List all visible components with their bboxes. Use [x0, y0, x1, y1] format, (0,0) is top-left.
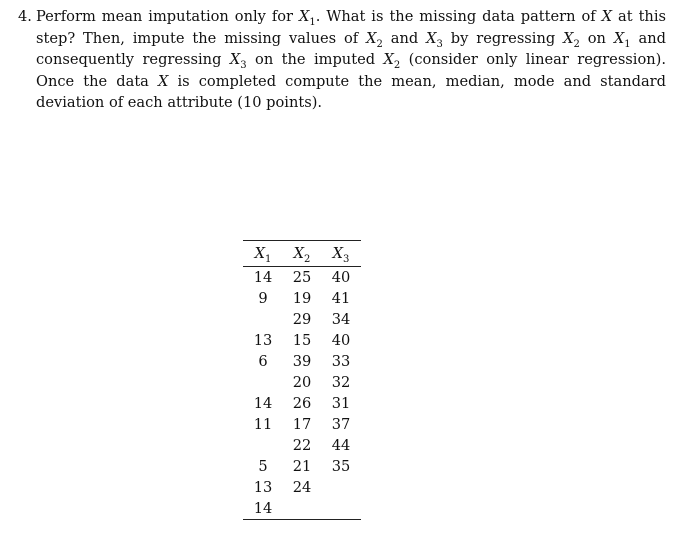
table-cell: 24: [292, 479, 312, 496]
table-cell: 14: [253, 500, 273, 517]
table-row: [243, 435, 361, 456]
question-text-segment: and consequently regressing: [36, 29, 666, 68]
table-cell: 13: [253, 479, 273, 496]
math-variable: $X_1$: [299, 8, 316, 28]
math-variable: X: [601, 8, 613, 25]
question-text-segment: is completed compute the mean, median, mode and standard deviation of each attribute (10 points).: [36, 72, 666, 111]
math-variable: $X_2$: [383, 51, 401, 71]
table-cell: 14: [253, 269, 273, 286]
math-variable: $X_3$: [229, 51, 247, 71]
table-row: [243, 309, 361, 330]
table-cell: 14: [253, 395, 273, 412]
table-row: [243, 414, 361, 435]
table-cell: [243, 309, 283, 330]
table-header-row: [243, 241, 361, 267]
table-cell: 39: [292, 353, 312, 370]
table-cell: [321, 498, 361, 520]
question-text-segment: on: [579, 29, 614, 47]
table-cell: 22: [292, 437, 312, 454]
table-row: [243, 456, 361, 477]
column-header: [283, 241, 321, 267]
table-cell: 32: [331, 374, 351, 391]
table-cell: 40: [331, 269, 351, 286]
table-row: [243, 288, 361, 309]
table-row: [243, 498, 361, 520]
question-text: [36, 6, 666, 114]
question-text-segment: (consider only linear regression). Once the data: [36, 51, 666, 90]
column-header-variable: $X_3$: [332, 245, 350, 265]
math-variable: $X_1$: [613, 29, 631, 50]
table-cell: 29: [292, 311, 312, 328]
table-cell: 37: [331, 416, 351, 433]
math-variable: $X_2$: [563, 29, 580, 50]
question-text-segment: by regressing: [442, 29, 564, 47]
table-cell: 31: [331, 395, 351, 412]
table-cell: 9: [258, 290, 268, 307]
math-variable: $X_3$: [426, 29, 443, 50]
table-cell: [283, 498, 321, 520]
table-cell: 20: [292, 374, 312, 391]
table-cell: 21: [292, 458, 312, 475]
table-row: [243, 267, 361, 289]
table-cell: 44: [331, 437, 351, 454]
table-cell: 34: [331, 311, 351, 328]
table-cell: 5: [258, 458, 268, 475]
table-cell: 26: [292, 395, 312, 412]
math-variable: $X_2$: [366, 29, 383, 50]
table-cell: 6: [258, 353, 268, 370]
column-header: [321, 241, 361, 267]
question-number: 4.: [18, 8, 32, 25]
math-variable: X: [158, 72, 169, 90]
data-table: [243, 240, 361, 520]
question-text-segment: and: [382, 29, 427, 47]
question-text-segment: at this step? Then, impute the missing values of: [36, 8, 666, 47]
column-header: [243, 241, 283, 267]
column-header-variable: $X_1$: [254, 245, 272, 265]
table-row: [243, 330, 361, 351]
table-row: [243, 351, 361, 372]
question-text-segment: Perform mean imputation only for: [36, 8, 299, 25]
question-4: [18, 6, 666, 114]
table-row: [243, 372, 361, 393]
table-cell: 19: [292, 290, 312, 307]
table-cell: 33: [331, 353, 351, 370]
table-cell: 15: [292, 332, 312, 349]
table-cell: [243, 372, 283, 393]
table-cell: [243, 435, 283, 456]
table-cell: 40: [331, 332, 351, 349]
table-cell: 41: [331, 290, 351, 307]
question-text-segment: on the imputed: [246, 51, 384, 68]
table-row: [243, 477, 361, 498]
table-cell: 35: [331, 458, 351, 475]
table-row: [243, 393, 361, 414]
column-header-variable: $X_2$: [293, 245, 311, 265]
table-cell: 11: [253, 416, 273, 433]
table-cell: 25: [292, 269, 312, 286]
table-cell: [321, 477, 361, 498]
table-cell: 13: [253, 332, 273, 349]
table-cell: 17: [292, 416, 312, 433]
question-text-segment: . What is the missing data pattern of: [315, 8, 602, 25]
table-body: [243, 267, 361, 520]
